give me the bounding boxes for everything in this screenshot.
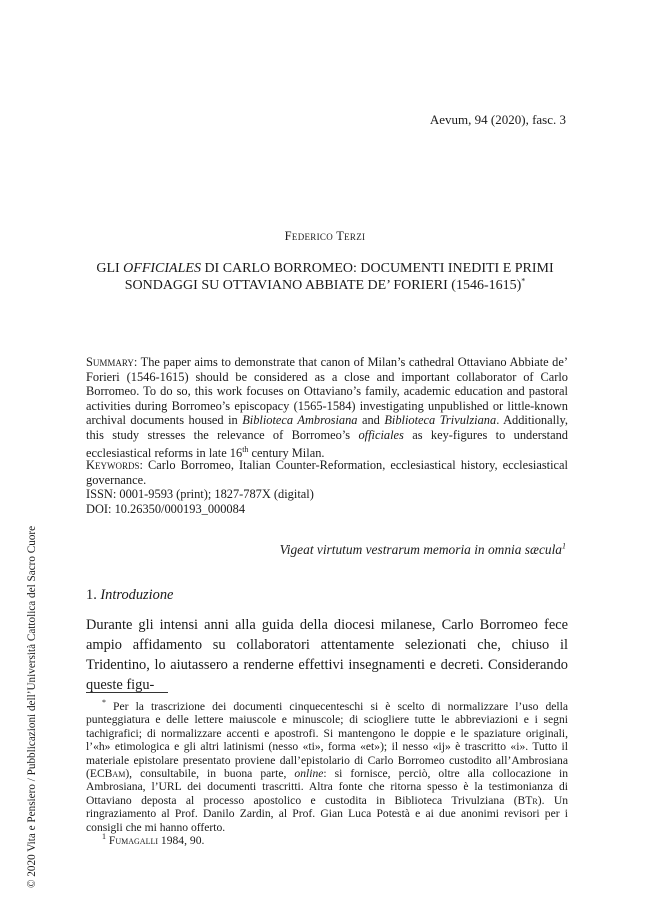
summary-label: Summary <box>86 355 134 369</box>
epigraph-footnote-mark: 1 <box>562 541 566 551</box>
title-line1-pre: GLI <box>96 261 124 276</box>
footnote-1 <box>86 834 568 847</box>
author-name: Federico Terzi <box>284 229 366 243</box>
summary-sup: th <box>242 444 249 454</box>
footnote-star-text-1: Per la trascrizione dei documenti cinquecenteschi si è scelto di normalizzare l’uso della punteggiatura e delle lettere maiuscole e minuscole; di sciogliere tutte le abbreviazioni e i segni tachigrafici; di normalizzare accenti e apostrofi. Si mantengono le doppie e le spaziature originali, l’«h» etimologica e gli altri latinismi (nesso «ti», forma «et»); il nesso «ij» è trascritto «i». Tutto il materiale epistolare presentato proviene dall’epistolario di Carlo Borromeo custodito all’Ambrosiana (ECB <box>86 700 568 781</box>
footnote-star-mark: * <box>102 698 106 708</box>
section-number: 1. <box>86 587 101 603</box>
article-title <box>70 260 580 294</box>
keywords-label: Keywords <box>86 458 140 472</box>
summary-italic-2: Biblioteca Trivulziana <box>384 413 497 428</box>
epigraph-text: Vigeat virtutum vestrarum memoria in omnia sæcula <box>279 542 562 557</box>
footnote-star-text-2: ), consultabile, in buona parte, <box>125 767 295 781</box>
doi: DOI: 10.26350/000193_000084 <box>86 501 246 516</box>
footnote-star <box>86 700 568 834</box>
copyright-sidebar: © 2020 Vita e Pensiero / Pubblicazioni dell’Università Cattolica del Sacro Cuore <box>26 525 38 888</box>
keywords-text: : Carlo Borromeo, Italian Counter-Reformation, ecclesiastical history, ecclesiastical governance. <box>86 458 568 487</box>
keywords-block <box>86 458 568 516</box>
title-italic: OFFICIALES <box>123 261 201 276</box>
epigraph <box>280 542 566 558</box>
journal-header: Aevum, 94 (2020), fasc. 3 <box>429 112 566 127</box>
body-paragraph: Durante gli intensi anni alla guida della diocesi milanese, Carlo Borromeo fece ampio affidamento su collaboratori attentamente selezionati che, chiuso il Tridentino, lo aiutassero a renderne effettivi insegnamenti e decreti. Considerando queste figu- <box>86 617 568 693</box>
footnote-divider <box>86 692 168 693</box>
footnote-1-author: Fumagalli <box>108 834 159 848</box>
summary-text-5: century Milan. <box>248 445 325 460</box>
footnote-star-text-3: : si fornisce, perciò, oltre alla collocazione in Ambrosiana, l’URL dei documenti trascritti. Altra fonte che ritorna spesso è la testimonianza di Ottaviano deposta al processo apostolico e custodita in Biblioteca Trivulziana (BT <box>86 767 568 807</box>
footnote-star-text-4: ). Un ringraziamento al Prof. Danilo Zardin, al Prof. Gian Luca Potestà e ai due anonimi revisori per i consigli che mi hanno offerto. <box>86 793 568 834</box>
summary-italic-1: Biblioteca Ambrosiana <box>242 413 358 428</box>
footnote-star-italic: online <box>294 767 324 781</box>
title-line1-post: DI CARLO BORROMEO: DOCUMENTI INEDITI E PRIMI <box>200 261 554 276</box>
footnote-star-sc-1: am <box>112 767 126 781</box>
footnote-1-text: 1984, 90. <box>158 834 205 848</box>
summary-italic-3: officiales <box>358 427 404 442</box>
footnote-star-sc-2: r <box>532 793 538 807</box>
section-title: Introduzione <box>100 587 174 603</box>
section-heading <box>86 587 173 604</box>
summary-text-4: as key-figures to understand ecclesiastical reforms in late 16 <box>86 427 568 460</box>
footnote-1-mark: 1 <box>102 832 106 842</box>
summary-text-2: and <box>357 413 385 428</box>
issn: ISSN: 0001-9593 (print); 1827-787X (digital) <box>86 487 314 502</box>
title-line2: SONDAGGI SU OTTAVIANO ABBIATE DE’ FORIERI (1546-1615) <box>124 278 522 293</box>
footnotes <box>86 700 568 847</box>
summary-text-1: : The paper aims to demonstrate that canon of Milan’s cathedral Ottaviano Abbiate de’ Forieri (1546-1615) should be considered as a close and important collaborator of Carlo Borromeo. To do so, this work focuses on Ottaviano’s family, academic education and pastoral activities during Borromeo’s episcopacy (1565-1584) investigating unpublished or little-known archival documents housed in <box>86 355 568 428</box>
title-footnote-mark: * <box>521 276 526 286</box>
abstract <box>86 355 568 460</box>
summary-text-3: . Additionally, this study stresses the relevance of Borromeo’s <box>86 413 568 442</box>
